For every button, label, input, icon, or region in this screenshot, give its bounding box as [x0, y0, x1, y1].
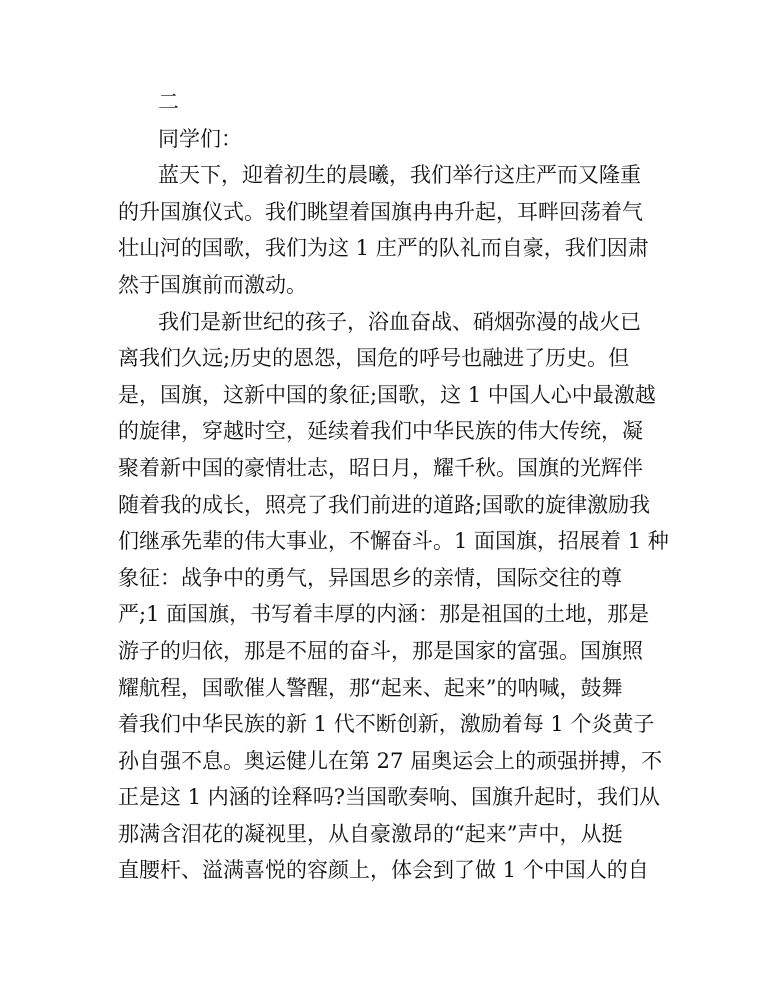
text-line: 严;1 面国旗，书写着丰厚的内涵：那是祖国的土地，那是 — [118, 602, 650, 627]
text-line: 着我们中华民族的新 1 代不断创新，激励着每 1 个炎黄子 — [118, 712, 655, 737]
text-line: 正是这 1 内涵的诠释吗?当国歌奏响、国旗升起时，我们从 — [118, 785, 660, 810]
text-line: 耀航程，国歌催人警醒，那“起来、起来”的呐喊，鼓舞 — [118, 675, 623, 700]
text-line: 孙自强不息。奥运健儿在第 27 届奥运会上的顽强拼搏，不 — [118, 748, 663, 773]
text-line: 象征：战争中的勇气，异国思乡的亲情，国际交往的尊 — [118, 565, 622, 590]
text-line: 蓝天下，迎着初生的晨曦，我们举行这庄严而又隆重 — [158, 163, 641, 188]
salutation: 同学们： — [158, 126, 242, 151]
text-line: 们继承先辈的伟大事业，不懈奋斗。1 面国旗，招展着 1 种 — [118, 529, 669, 554]
text-line: 那满含泪花的凝视里，从自豪激昂的“起来”声中，从挺 — [118, 821, 623, 846]
text-line: 我们是新世纪的孩子，浴血奋战、硝烟弥漫的战火已 — [158, 309, 641, 334]
text-line: 然于国旗前而激动。 — [118, 272, 307, 297]
text-line: 随着我的成长，照亮了我们前进的道路;国歌的旋律激励我 — [118, 492, 651, 517]
text-line: 离我们久远;历史的恩怨，国危的呼号也融进了历史。但 — [118, 346, 630, 371]
text-line: 壮山河的国歌，我们为这 1 庄严的队礼而自豪，我们因肃 — [118, 236, 649, 261]
text-line: 直腰杆、溢满喜悦的容颜上，体会到了做 1 个中国人的自 — [118, 858, 649, 883]
section-number: 二 — [158, 90, 179, 114]
text-line: 游子的归依，那是不屈的奋斗，那是国家的富强。国旗照 — [118, 638, 643, 663]
document-body — [118, 84, 678, 889]
text-line: 的旋律，穿越时空，延续着我们中华民族的伟大传统，凝 — [118, 419, 643, 444]
text-line: 的升国旗仪式。我们眺望着国旗冉冉升起，耳畔回荡着气 — [118, 199, 643, 224]
text-line: 聚着新中国的豪情壮志，昭日月，耀千秋。国旗的光辉伴 — [118, 455, 643, 480]
text-line: 是，国旗，这新中国的象征;国歌，这 1 中国人心中最激越 — [118, 382, 656, 407]
